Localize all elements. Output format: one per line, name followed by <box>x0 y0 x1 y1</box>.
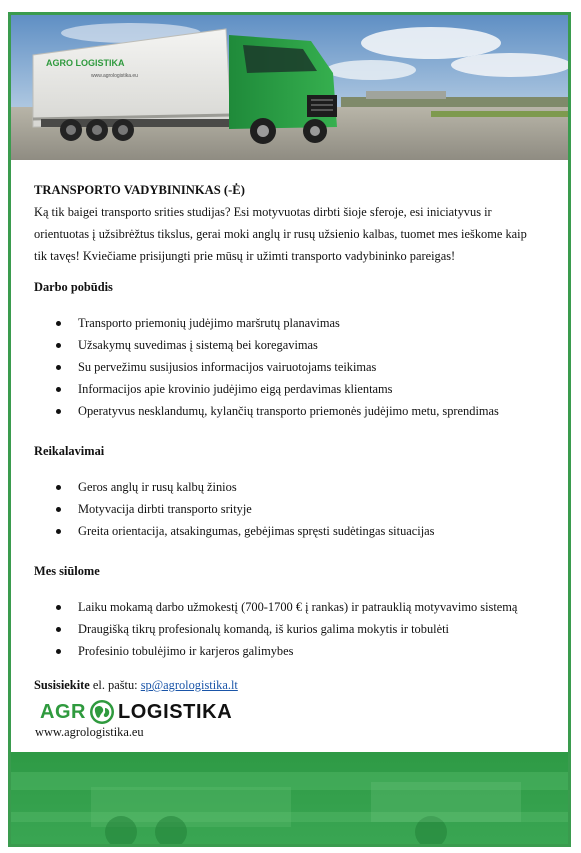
logo-text-logistika: LOGISTIKA <box>117 700 233 723</box>
bullet-icon <box>56 343 61 348</box>
section-title-offer: Mes siūlome <box>34 564 100 578</box>
list-item-text: Profesinio tobulėjimo ir karjeros galimybes <box>78 644 294 658</box>
bullet-icon <box>56 365 61 370</box>
list-item <box>34 312 549 334</box>
bullet-icon <box>56 387 61 392</box>
globe-icon <box>89 699 115 725</box>
job-ad-frame <box>8 12 571 847</box>
list-item-text: Užsakymų suvedimas į sistemą bei koregavimas <box>78 338 318 352</box>
list-item <box>34 356 549 378</box>
bullet-icon <box>56 409 61 414</box>
list-item-text: Operatyvus nesklandumų, kylančių transporto priemonės judėjimo metu, sprendimas <box>78 404 499 418</box>
bullet-icon <box>56 507 61 512</box>
intro-line: tik tavęs! Kviečiame prisijungti prie mūsų ir užimti transporto vadybininko pareigas! <box>34 249 456 263</box>
section-title-requirements: Reikalavimai <box>34 444 105 458</box>
duties-list <box>34 312 549 422</box>
list-item-text: Su pervežimu susijusios informacijos vairuotojams teikimas <box>78 360 377 374</box>
list-item-text: Laiku mokamą darbo užmokestį (700-1700 € į rankas) ir patrauklią motyvavimo sistemą <box>78 600 518 614</box>
bullet-icon <box>56 605 61 610</box>
section-title-duties: Darbo pobūdis <box>34 280 113 294</box>
footer-truck-image <box>11 752 568 847</box>
list-item-text: Greita orientacija, atsakingumas, gebėjimas spręsti sudėtingas situacijas <box>78 524 435 538</box>
list-item <box>34 498 549 520</box>
truck-logo-text: AGRO LOGISTIKA <box>46 58 125 68</box>
logo-text-agr: AGR <box>40 700 86 723</box>
list-item <box>34 618 549 640</box>
bullet-icon <box>56 321 61 326</box>
list-item-text: Draugišką tikrų profesionalų komandą, iš kurios galima mokytis ir tobulėti <box>78 622 449 636</box>
bullet-icon <box>56 485 61 490</box>
truck-url-text: www.agrologistika.eu <box>91 73 138 79</box>
list-item-text: Transporto priemonių judėjimo maršrutų planavimas <box>78 316 340 330</box>
header-truck-image <box>11 15 568 160</box>
list-item-text: Motyvacija dirbti transporto srityje <box>78 502 252 516</box>
list-item <box>34 378 549 400</box>
bullet-icon <box>56 649 61 654</box>
bullet-icon <box>56 529 61 534</box>
list-item <box>34 400 549 422</box>
list-item-text: Geros anglų ir rusų kalbų žinios <box>78 480 237 494</box>
bullet-icon <box>56 627 61 632</box>
list-item <box>34 640 549 662</box>
company-logo <box>40 697 232 727</box>
footer-green-band <box>11 752 568 847</box>
list-item <box>34 596 549 618</box>
offer-list <box>34 596 549 662</box>
job-title: TRANSPORTO VADYBININKAS (-Ė) <box>34 183 245 197</box>
list-item-text: Informacijos apie krovinio judėjimo eigą perdavimas klientams <box>78 382 393 396</box>
list-item <box>34 520 549 542</box>
intro-line: orientuotas į užsibrėžtus tikslus, gerai moki anglų ir rusų užsienio kalbas, tuomet mes ieškome kaip <box>34 227 527 241</box>
job-intro <box>34 201 549 267</box>
truck-photo <box>11 15 568 160</box>
contact-line <box>34 674 549 696</box>
intro-line: Ką tik baigei transporto srities studijas? Esi motyvuotas dirbti šioje sferoje, esi iniciatyvus ir <box>34 205 492 219</box>
contact-text: el. paštu: <box>89 678 141 692</box>
requirements-list <box>34 476 549 542</box>
contact-label: Susisiekite <box>34 678 90 692</box>
list-item <box>34 334 549 356</box>
list-item <box>34 476 549 498</box>
website-text: www.agrologistika.eu <box>35 725 144 739</box>
job-content <box>34 179 549 696</box>
email-link[interactable]: sp@agrologistika.lt <box>140 678 238 692</box>
